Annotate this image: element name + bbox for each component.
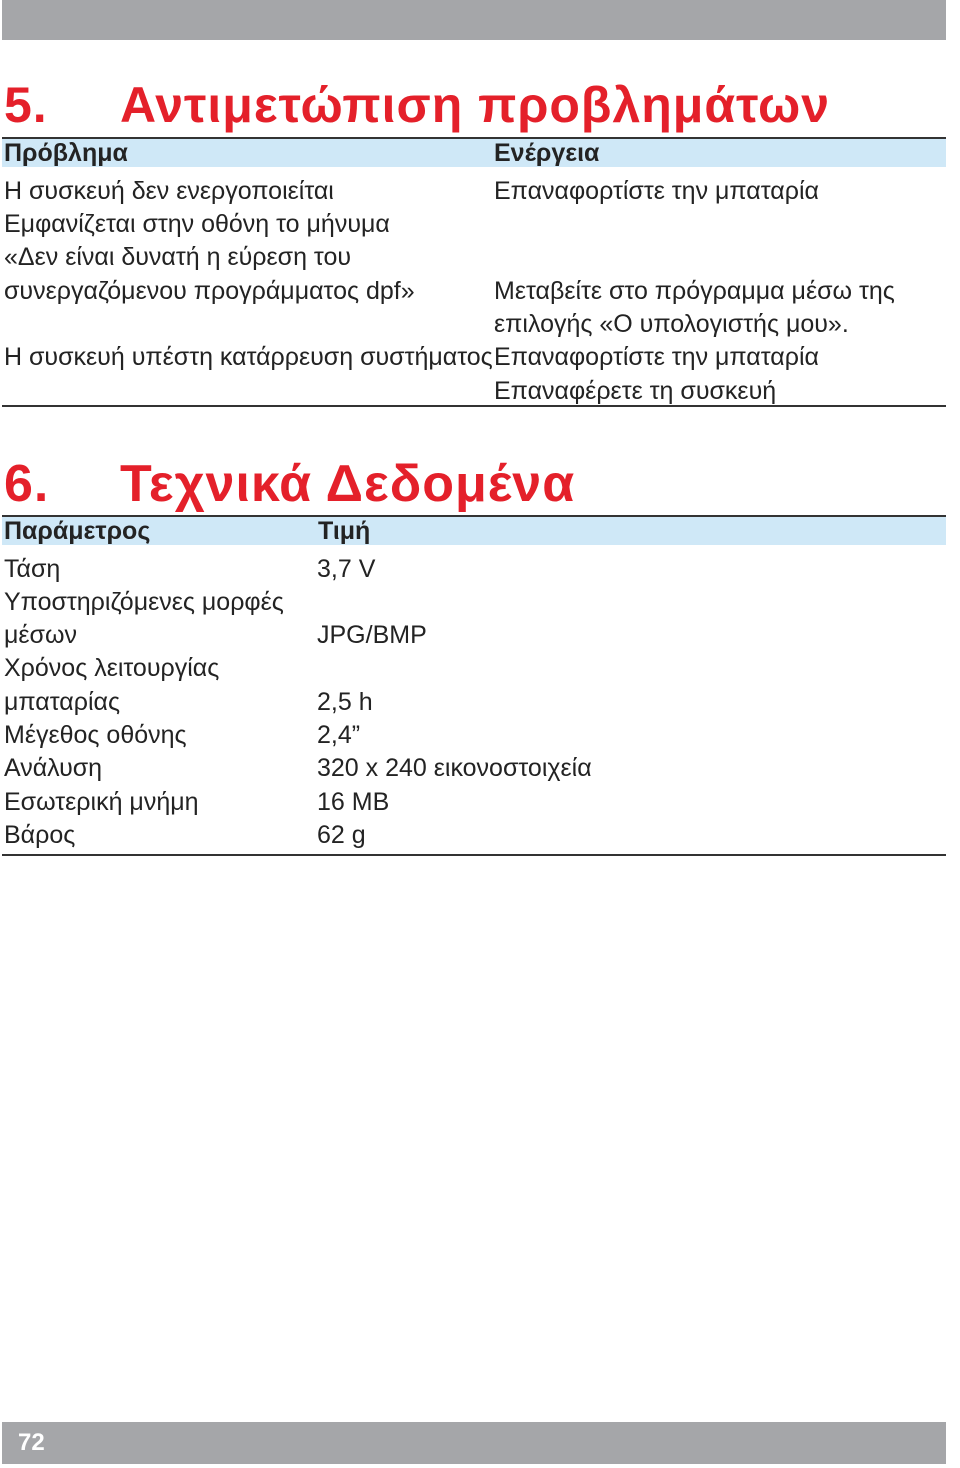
parameter-cell: Τάση: [4, 555, 61, 583]
specs-table-header: [2, 515, 946, 545]
footer-bar: [2, 1422, 946, 1464]
action-cell: Επαναφορτίστε την μπαταρία: [494, 177, 819, 205]
value-cell: 2,5 h: [317, 688, 373, 716]
troubleshooting-table-header: [2, 137, 946, 167]
section-5-title: [4, 77, 831, 133]
value-cell: 16 MB: [317, 788, 390, 816]
value-cell: 3,7 V: [317, 555, 376, 583]
parameter-cell: Βάρος: [4, 821, 76, 849]
value-cell: 320 x 240 εικονοστοιχεία: [317, 754, 592, 782]
value-cell: 2,4”: [317, 721, 361, 749]
header-action: Ενέργεια: [494, 139, 600, 167]
problem-cell: Η συσκευή υπέστη κατάρρευση συστήματος: [4, 343, 493, 371]
value-cell: JPG/BMP: [317, 621, 427, 649]
section-6-title: [4, 455, 576, 513]
action-cell: Επαναφορτίστε την μπαταρία: [494, 343, 819, 371]
parameter-cell: Χρόνος λειτουργίας: [4, 654, 220, 682]
parameter-cell: Μέγεθος οθόνης: [4, 721, 187, 749]
parameter-cell: μπαταρίας: [4, 688, 121, 716]
value-cell: 62 g: [317, 821, 366, 849]
section-6-number: 6.: [4, 455, 50, 513]
problem-cell: Εμφανίζεται στην οθόνη το μήνυμα: [4, 210, 390, 238]
header-value: Τιμή: [318, 517, 371, 545]
action-cell: Επαναφέρετε τη συσκευή: [494, 377, 777, 405]
parameter-cell: μέσων: [4, 621, 77, 649]
action-cell: επιλογής «Ο υπολογιστής μου».: [494, 310, 849, 338]
parameter-cell: Υποστηριζόμενες μορφές: [4, 588, 284, 616]
section-5-number: 5.: [4, 77, 48, 133]
section-5-heading: Αντιμετώπιση προβλημάτων: [120, 77, 831, 133]
troubleshooting-table-bottom-rule: [2, 405, 946, 407]
parameter-cell: Εσωτερική μνήμη: [4, 788, 199, 816]
specs-table-bottom-rule: [2, 854, 946, 856]
problem-cell: «Δεν είναι δυνατή η εύρεση του: [4, 243, 352, 271]
section-6-heading: Τεχνικά Δεδομένα: [120, 455, 576, 513]
top-decorative-bar: [2, 0, 946, 40]
header-problem: Πρόβλημα: [4, 139, 128, 167]
parameter-cell: Ανάλυση: [4, 754, 103, 782]
problem-cell: Η συσκευή δεν ενεργοποιείται: [4, 177, 334, 205]
problem-cell: συνεργαζόμενου προγράμματος dpf»: [4, 277, 415, 305]
page-number: 72: [18, 1429, 45, 1456]
action-cell: Μεταβείτε στο πρόγραμμα μέσω της: [494, 277, 895, 305]
header-parameter: Παράμετρος: [4, 517, 151, 545]
